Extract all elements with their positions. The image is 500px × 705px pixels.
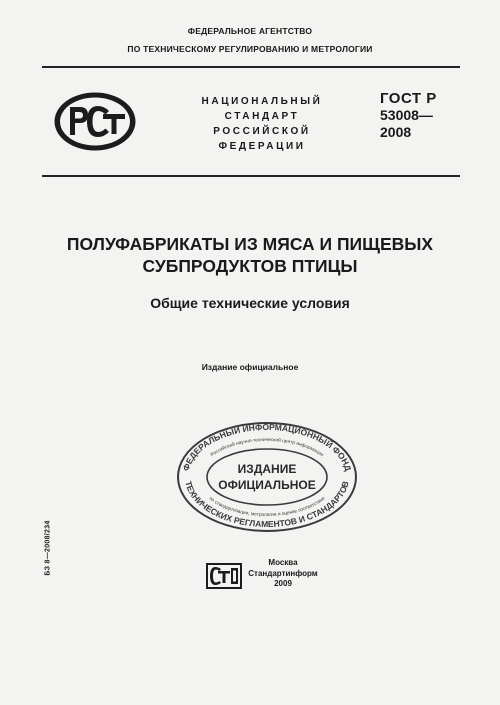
gost-number — [380, 90, 470, 141]
official-edition-stamp — [176, 421, 358, 533]
publication-year: 2009 — [274, 579, 292, 588]
document-title-line2: СУБПРОДУКТОВ ПТИЦЫ — [142, 256, 358, 276]
standard-type-line1: НАЦИОНАЛЬНЫЙ — [201, 96, 323, 107]
gost-prefix: ГОСТ Р — [380, 90, 437, 107]
document-subtitle: Общие технические условия — [150, 295, 350, 311]
standard-type-line2: СТАНДАРТ — [224, 111, 300, 122]
stamp-inner-bottom-text: по стандартизации, метрологии и оценке соответствия — [207, 496, 327, 519]
standard-type-line3: РОССИЙСКОЙ — [213, 126, 311, 137]
stamp-outer-top-text: ФЕДЕРАЛЬНЫЙ ИНФОРМАЦИОННЫЙ ФОНД — [180, 421, 354, 473]
stamp-center-line1: ИЗДАНИЕ — [237, 462, 297, 476]
stamp-outer-bottom-text: ТЕХНИЧЕСКИХ РЕГЛАМЕНТОВ И СТАНДАРТОВ — [183, 479, 351, 530]
header-divider-top — [42, 66, 460, 68]
standartinform-logo-icon — [206, 563, 242, 589]
publisher-city: Москва — [268, 558, 298, 567]
publisher-name: Стандартинформ — [248, 568, 318, 578]
catalog-code: БЗ 8—2008/234 — [44, 520, 52, 576]
gost-number-line: 53008— — [380, 107, 433, 123]
gost-year: 2008 — [380, 124, 412, 140]
agency-name-line2: ПО ТЕХНИЧЕСКОМУ РЕГУЛИРОВАНИЮ И МЕТРОЛОГИИ — [127, 44, 373, 54]
stamp-inner-top-text: Российский научно-технический центр информации — [210, 437, 324, 459]
national-standard-label — [188, 94, 336, 154]
stamp-center-line2: ОФИЦИАЛЬНОЕ — [218, 478, 316, 492]
agency-name-line1: ФЕДЕРАЛЬНОЕ АГЕНТСТВО — [187, 26, 313, 36]
document-title — [40, 233, 460, 277]
publisher-info — [248, 558, 318, 590]
document-title-line1: ПОЛУФАБРИКАТЫ ИЗ МЯСА И ПИЩЕВЫХ — [66, 234, 434, 254]
header-divider-bottom — [42, 175, 460, 177]
rst-certification-mark-icon — [53, 91, 137, 152]
standard-type-line4: ФЕДЕРАЦИИ — [218, 141, 306, 152]
edition-label: Издание официальное — [201, 362, 299, 372]
